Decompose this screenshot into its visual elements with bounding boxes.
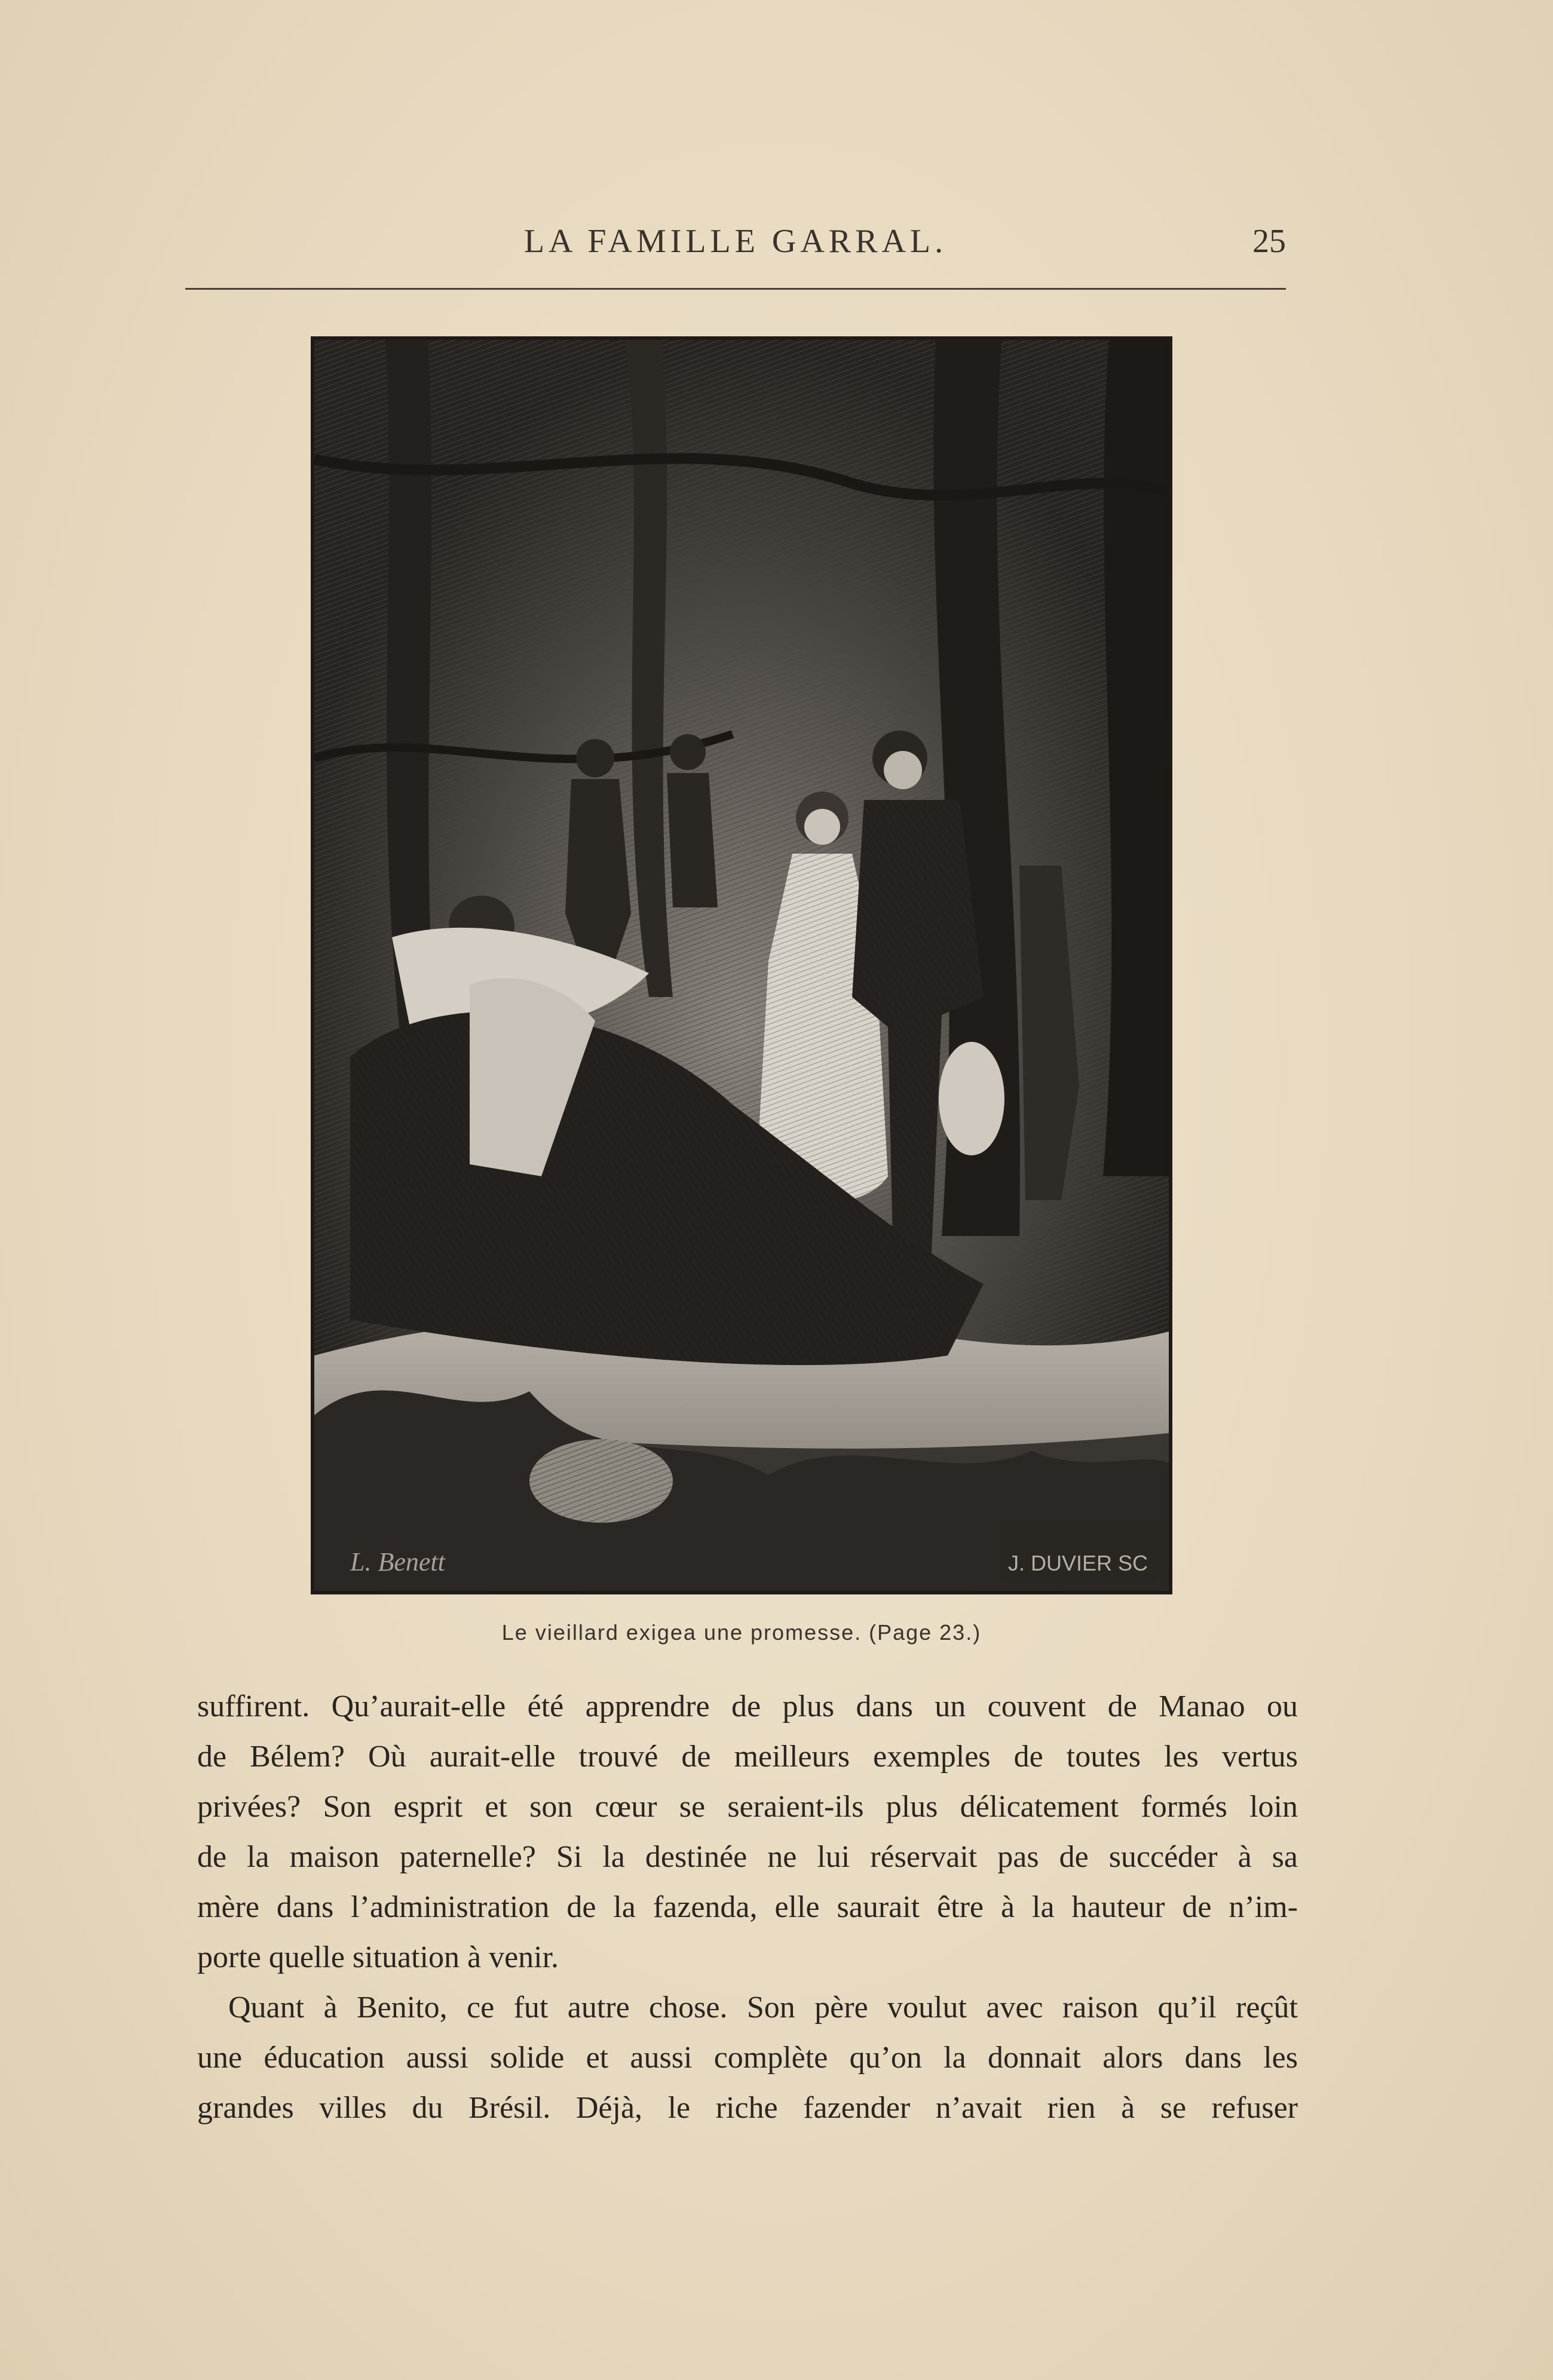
text-line: privées? Son esprit et son cœur se seraient-ils plus délicatement formés loin — [197, 1790, 1298, 1824]
text-line: de la maison paternelle? Si la destinée ne lui réservait pas de succéder à sa — [197, 1840, 1298, 1874]
engraving-illustration — [311, 336, 1172, 1594]
text-line: porte quelle situation à venir. — [197, 1940, 559, 1974]
engraver-signature-right: J. DUVIER SC — [1007, 1551, 1148, 1575]
engraving-picture — [314, 340, 1169, 1591]
text-line: une éducation aussi solide et aussi complète qu’on la donnait alors dans les — [197, 2041, 1298, 2075]
text-line: mère dans l’administration de la fazenda, elle saurait être à la hauteur de n’im- — [197, 1890, 1298, 1924]
text-line: suffirent. Qu’aurait-elle été apprendre de plus dans un couvent de Manao ou — [197, 1689, 1298, 1723]
artist-signature-left: L. Benett — [350, 1547, 445, 1577]
running-title: LA FAMILLE GARRAL. — [523, 223, 948, 260]
running-header — [185, 222, 1286, 270]
text-line: Quant à Benito, ce fut autre chose. Son père voulut avec raison qu’il reçût — [228, 1991, 1298, 2025]
text-line: grandes villes du Brésil. Déjà, le riche fazender n’avait rien à se refuser — [197, 2091, 1298, 2125]
page-number: 25 — [1252, 223, 1286, 260]
header-rule — [185, 288, 1286, 290]
illustration-caption: Le vieillard exigea une promesse. (Page 23.) — [501, 1620, 982, 1645]
text-line: de Bélem? Où aurait-elle trouvé de meilleurs exemples de toutes les vertus — [197, 1740, 1298, 1774]
body-text — [197, 1682, 1298, 2133]
